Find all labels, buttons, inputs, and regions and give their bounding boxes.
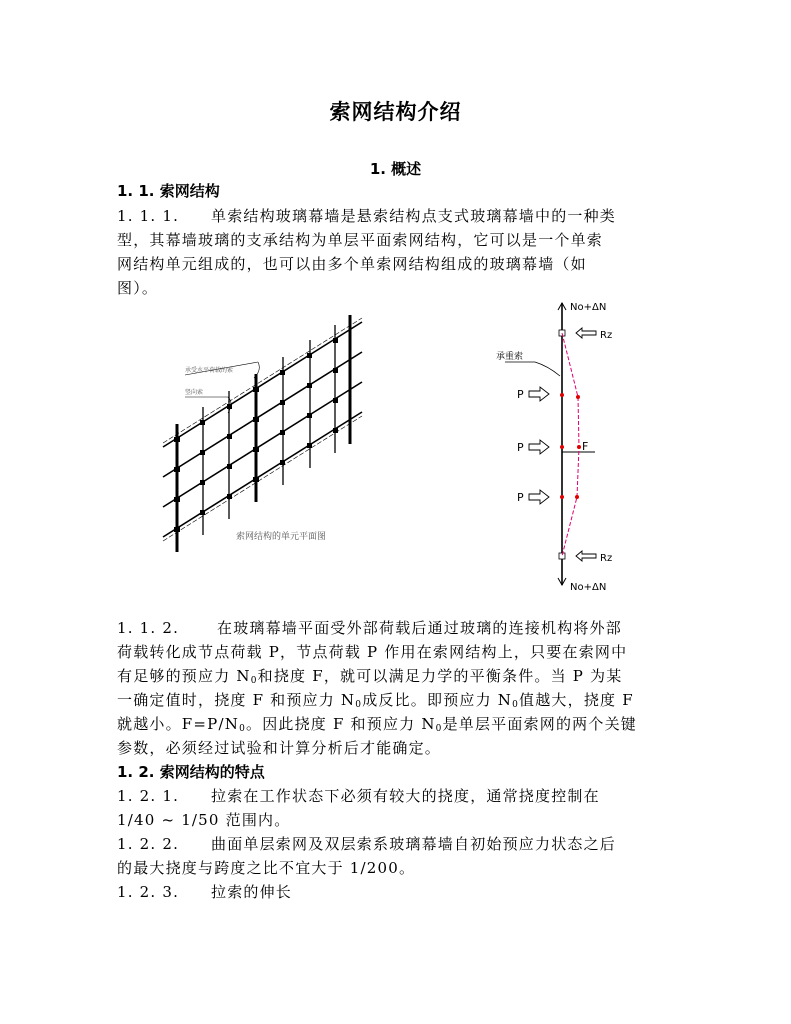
para-text: 单索结构玻璃幕墙是悬索结构点支式玻璃幕墙中的一种类: [211, 207, 617, 225]
para-1-1-1-line-1: [117, 205, 616, 226]
text-run: 和挠度 F，就可以满足力学的平衡条件。当 P 为某: [257, 667, 623, 685]
label-horizontal-cable: 承受水平荷载的索: [185, 367, 234, 374]
subscript-zero: 0: [512, 700, 520, 710]
para-text: 在玻璃幕墙平面受外部荷载后通过玻璃的连接机构将外部: [217, 619, 623, 637]
subsection-heading-cable-net: 1. 1. 索网结构: [117, 182, 220, 200]
para-1-1-1-line-3: 网结构单元组成的，也可以由多个单索网结构组成的玻璃幕墙（如: [117, 255, 587, 273]
para-1-1-2-line-5: [117, 713, 637, 734]
text-run: 。因此挠度 F 和预应力 N: [246, 715, 436, 733]
para-1-1-2-line-6: 参数，必须经过试验和计算分析后才能确定。: [117, 739, 442, 757]
text-run: 成反比。即预应力 N: [362, 691, 513, 709]
para-1-1-1-line-2: 型，其幕墙玻璃的支承结构为单层平面索网结构，它可以是一个单索: [117, 231, 604, 249]
para-1-2-2-line-1: [117, 833, 616, 854]
clause-number: 1. 1. 1.: [117, 207, 180, 225]
para-1-2-1-line-1: [117, 785, 600, 806]
para-1-1-2-line-3: [117, 665, 622, 686]
force-label-bottom: No+ΔN: [570, 582, 607, 593]
load-label-2: P: [517, 441, 524, 454]
reaction-label-bottom: Rz: [600, 553, 613, 564]
subscript-zero: 0: [239, 724, 246, 734]
para-1-2-2-line-2: 的最大挠度与跨度之比不宜大于 1/200。: [117, 859, 416, 877]
clause-number: 1. 2. 1.: [117, 787, 180, 805]
section-heading-overview: 1. 概述: [369, 160, 422, 178]
text-run: 是单层平面索网的两个关键: [442, 715, 637, 733]
clause-number: 1. 2. 3.: [117, 883, 180, 901]
text-run: 有足够的预应力 N: [117, 667, 251, 685]
text-run: 一确定值时，挠度 F 和预应力 N: [117, 691, 356, 709]
para-1-2-1-line-2: 1/40 ~ 1/50 范围内。: [117, 811, 291, 829]
para-1-1-2-line-4: [117, 689, 634, 710]
page-title: 索网结构介绍: [329, 100, 462, 124]
deflection-label: F: [582, 440, 589, 453]
text-run: 就越小。F=P/N: [117, 715, 240, 733]
cable-net-isometric-figure: [150, 315, 380, 555]
label-vertical-cable: 竖向索: [185, 389, 204, 396]
reaction-label-top: Rz: [600, 330, 613, 341]
load-label-1: P: [517, 388, 524, 401]
single-cable-force-diagram: [480, 295, 620, 595]
subscript-zero: 0: [435, 724, 443, 734]
para-text: 拉索的伸长: [211, 883, 293, 901]
load-label-3: P: [517, 491, 524, 504]
para-1-1-1-line-4: 图）。: [117, 279, 159, 297]
subscript-zero: 0: [355, 700, 363, 710]
force-label-top: No+ΔN: [570, 302, 607, 313]
para-1-2-3-line-1: [117, 881, 292, 902]
clause-number: 1. 1. 2.: [117, 619, 180, 637]
clause-number: 1. 2. 2.: [117, 835, 180, 853]
para-text: 拉索在工作状态下必须有较大的挠度，通常挠度控制在: [211, 787, 600, 805]
cable-label: 承重索: [496, 352, 524, 362]
para-text: 曲面单层索网及双层索系玻璃幕墙自初始预应力状态之后: [211, 835, 617, 853]
para-1-1-2-line-2: 荷载转化成节点荷载 P，节点荷载 P 作用在索网结构上，只要在索网中: [117, 643, 628, 661]
subscript-zero: 0: [250, 676, 258, 686]
subsection-heading-characteristics: 1. 2. 索网结构的特点: [117, 763, 265, 781]
text-run: 值越大，挠度 F: [519, 691, 634, 709]
para-1-1-2-line-1: [117, 617, 622, 638]
figure-caption: 索网结构的单元平面图: [236, 532, 327, 542]
